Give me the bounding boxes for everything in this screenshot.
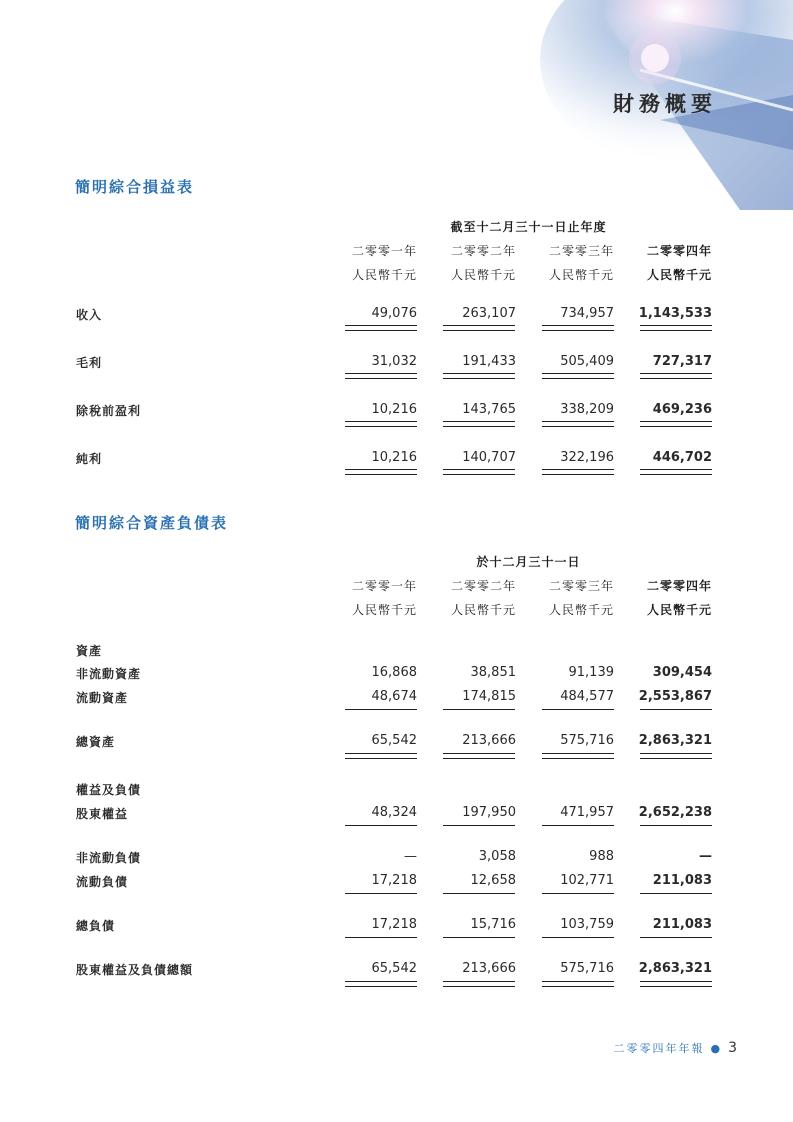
ca-2001: 48,674 [371, 689, 417, 704]
rule-line [443, 709, 515, 710]
pbt-2003: 338,209 [560, 402, 614, 417]
income-period: 截至十二月三十一日止年度 [450, 220, 607, 234]
page-title: 財務概要 [613, 92, 717, 116]
balance-currency-2003: 人民幣千元 [548, 603, 614, 617]
tl-2002: 15,716 [470, 917, 516, 932]
rule-line [345, 373, 417, 374]
rule-line [640, 378, 712, 379]
assets-heading: 資產 [76, 644, 103, 658]
rule-line [640, 893, 712, 894]
rule-line [443, 421, 515, 422]
row-label-revenue: 收入 [76, 308, 103, 322]
se-2003: 471,957 [560, 805, 614, 820]
rule-line [640, 426, 712, 427]
row-label-total-equity-liabilities: 股東權益及負債總額 [76, 963, 194, 977]
rule-line [640, 474, 712, 475]
rule-line [443, 893, 515, 894]
row-label-current-liabilities: 流動負債 [76, 875, 129, 889]
rule-line [345, 426, 417, 427]
rule-line [345, 986, 417, 987]
rule-line [345, 330, 417, 331]
cl-2001: 17,218 [371, 873, 417, 888]
rule-line [542, 893, 614, 894]
rule-line [542, 330, 614, 331]
row-label-gross-profit: 毛利 [76, 356, 103, 370]
income-year-2004: 二零零四年 [646, 244, 712, 258]
income-statement-title: 簡明綜合損益表 [75, 178, 195, 196]
income-currency-2003: 人民幣千元 [548, 268, 614, 282]
income-year-2001: 二零零一年 [351, 244, 417, 258]
rule-line [542, 426, 614, 427]
revenue-2002: 263,107 [462, 306, 516, 321]
revenue-2001: 49,076 [371, 306, 417, 321]
se-2002: 197,950 [462, 805, 516, 820]
cl-2002: 12,658 [470, 873, 516, 888]
nca-2004: 309,454 [652, 665, 712, 680]
rule-line [640, 937, 712, 938]
pbt-2001: 10,216 [371, 402, 417, 417]
balance-currency-2004: 人民幣千元 [646, 603, 712, 617]
rule-line [640, 825, 712, 826]
rule-line [640, 709, 712, 710]
ca-2002: 174,815 [462, 689, 516, 704]
revenue-2004: 1,143,533 [638, 306, 712, 321]
rule-line [640, 421, 712, 422]
rule-line [345, 758, 417, 759]
rule-line [542, 373, 614, 374]
rule-line [345, 825, 417, 826]
rule-line [345, 421, 417, 422]
se-2004: 2,652,238 [638, 805, 712, 820]
tel-2004: 2,863,321 [638, 961, 712, 976]
row-label-total-liabilities: 總負債 [76, 919, 116, 933]
rule-line [542, 825, 614, 826]
rule-line [443, 426, 515, 427]
rule-line [542, 378, 614, 379]
rule-line [345, 937, 417, 938]
rule-line [640, 373, 712, 374]
page-footer [613, 1040, 737, 1056]
rule-line [443, 469, 515, 470]
nca-2001: 16,868 [371, 665, 417, 680]
rule-line [542, 709, 614, 710]
ta-2001: 65,542 [371, 733, 417, 748]
row-label-non-current-assets: 非流動資產 [76, 667, 142, 681]
row-label-total-assets: 總資產 [76, 735, 116, 749]
income-currency-2004: 人民幣千元 [646, 268, 712, 282]
row-label-profit-before-tax: 除稅前盈利 [76, 404, 142, 418]
row-label-current-assets: 流動資產 [76, 691, 129, 705]
rule-line [542, 753, 614, 754]
rule-line [443, 474, 515, 475]
net-profit-2002: 140,707 [462, 450, 516, 465]
cl-2004: 211,083 [652, 873, 712, 888]
se-2001: 48,324 [371, 805, 417, 820]
ncl-2003: 988 [589, 849, 614, 864]
pbt-2002: 143,765 [462, 402, 516, 417]
gross-profit-2004: 727,317 [652, 354, 712, 369]
revenue-2003: 734,957 [560, 306, 614, 321]
rule-line [443, 373, 515, 374]
row-label-net-profit: 純利 [76, 452, 103, 466]
ncl-2002: 3,058 [478, 849, 516, 864]
ta-2003: 575,716 [560, 733, 614, 748]
rule-line [345, 753, 417, 754]
rule-line [443, 937, 515, 938]
tel-2003: 575,716 [560, 961, 614, 976]
income-year-2003: 二零零三年 [548, 244, 614, 258]
row-label-shareholders-equity: 股東權益 [76, 807, 129, 821]
rule-line [345, 378, 417, 379]
footer-report-title: 二零零四年年報 [613, 1042, 705, 1055]
rule-line [345, 474, 417, 475]
balance-year-2003: 二零零三年 [548, 579, 614, 593]
rule-line [443, 758, 515, 759]
equity-liabilities-heading: 權益及負債 [76, 783, 142, 797]
cl-2003: 102,771 [560, 873, 614, 888]
rule-line [640, 753, 712, 754]
rule-line [542, 986, 614, 987]
income-currency-2002: 人民幣千元 [450, 268, 516, 282]
rule-line [345, 709, 417, 710]
rule-line [640, 325, 712, 326]
rule-line [443, 753, 515, 754]
rule-line [443, 378, 515, 379]
balance-currency-2002: 人民幣千元 [450, 603, 516, 617]
rule-line [443, 330, 515, 331]
tl-2001: 17,218 [371, 917, 417, 932]
tl-2004: 211,083 [652, 917, 712, 932]
rule-line [542, 758, 614, 759]
tel-2002: 213,666 [462, 961, 516, 976]
income-year-2002: 二零零二年 [450, 244, 516, 258]
net-profit-2004: 446,702 [652, 450, 712, 465]
ta-2002: 213,666 [462, 733, 516, 748]
rule-line [443, 825, 515, 826]
nca-2003: 91,139 [568, 665, 614, 680]
ncl-2001: — [404, 849, 417, 864]
rule-line [443, 981, 515, 982]
rule-line [345, 981, 417, 982]
rule-line [640, 330, 712, 331]
bullet-icon: ● [710, 1042, 723, 1055]
rule-line [345, 893, 417, 894]
rule-line [542, 469, 614, 470]
pbt-2004: 469,236 [652, 402, 712, 417]
rule-line [542, 325, 614, 326]
rule-line [542, 937, 614, 938]
ncl-2004: — [699, 849, 712, 864]
balance-year-2001: 二零零一年 [351, 579, 417, 593]
rule-line [443, 325, 515, 326]
nca-2002: 38,851 [470, 665, 516, 680]
rule-line [542, 981, 614, 982]
row-label-non-current-liabilities: 非流動負債 [76, 851, 142, 865]
balance-year-2004: 二零零四年 [646, 579, 712, 593]
gross-profit-2001: 31,032 [371, 354, 417, 369]
balance-year-2002: 二零零二年 [450, 579, 516, 593]
balance-sheet-title: 簡明綜合資產負債表 [75, 514, 229, 532]
rule-line [542, 474, 614, 475]
net-profit-2003: 322,196 [560, 450, 614, 465]
rule-line [640, 986, 712, 987]
rule-line [443, 986, 515, 987]
ca-2004: 2,553,867 [638, 689, 712, 704]
ca-2003: 484,577 [560, 689, 614, 704]
rule-line [640, 981, 712, 982]
ta-2004: 2,863,321 [638, 733, 712, 748]
tel-2001: 65,542 [371, 961, 417, 976]
rule-line [345, 469, 417, 470]
net-profit-2001: 10,216 [371, 450, 417, 465]
rule-line [640, 758, 712, 759]
gross-profit-2002: 191,433 [462, 354, 516, 369]
balance-period: 於十二月三十一日 [476, 555, 581, 569]
rule-line [345, 325, 417, 326]
balance-currency-2001: 人民幣千元 [351, 603, 417, 617]
income-currency-2001: 人民幣千元 [351, 268, 417, 282]
page-number: 3 [728, 1040, 737, 1056]
rule-line [542, 421, 614, 422]
gross-profit-2003: 505,409 [560, 354, 614, 369]
rule-line [640, 469, 712, 470]
tl-2003: 103,759 [560, 917, 614, 932]
